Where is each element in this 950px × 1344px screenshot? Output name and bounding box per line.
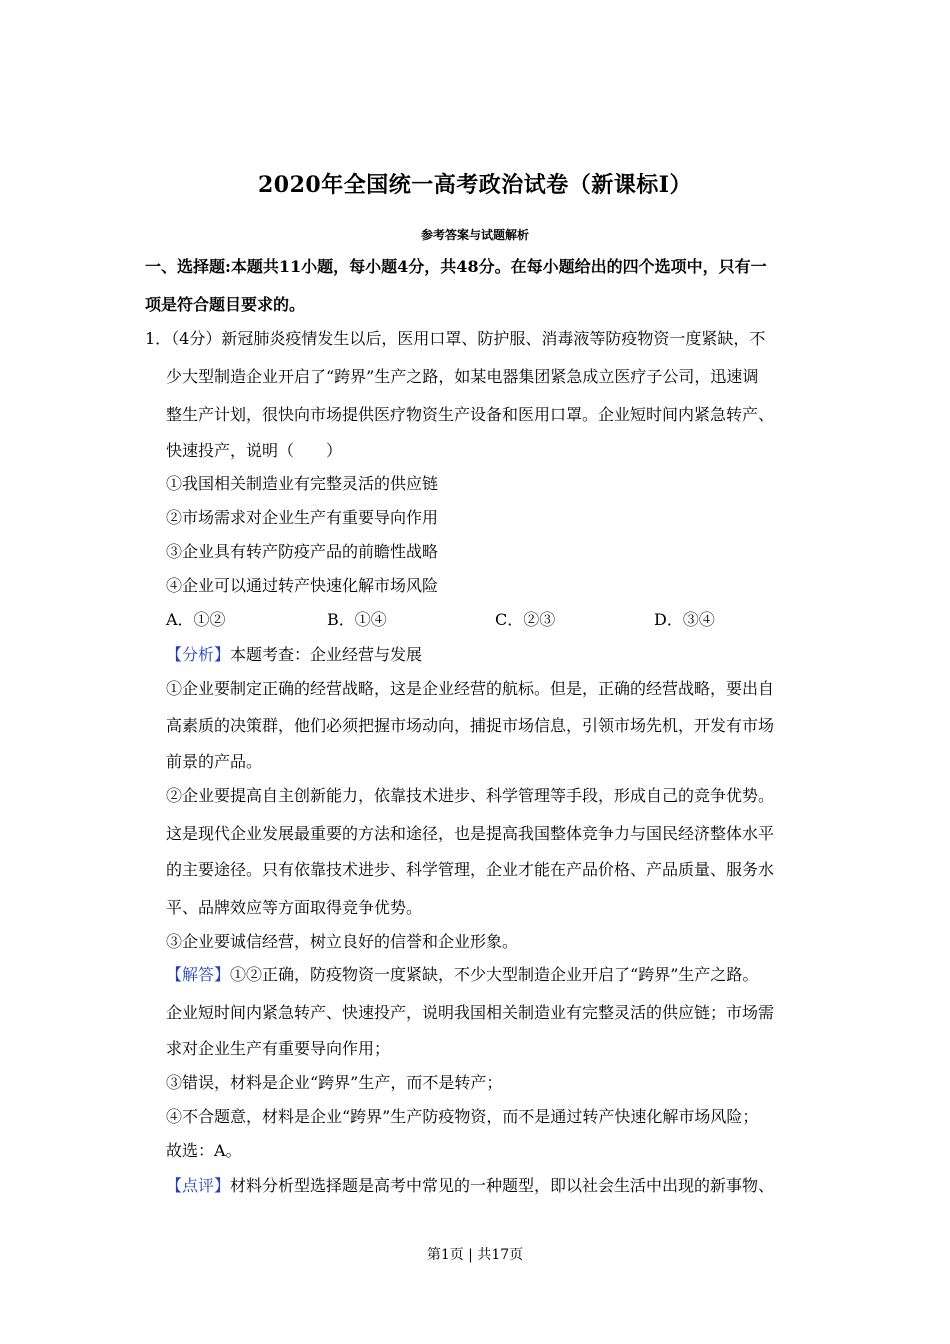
- analysis-line: 平、品牌效应等方面取得竞争优势。: [166, 898, 423, 917]
- answer-line: ④不合题意，材料是企业“跨界”生产防疫物资，而不是通过转产快速化解市场风险；: [166, 1107, 759, 1126]
- analysis-heading: [166, 642, 422, 665]
- section-heading-line-1: 一、选择题:本题共11小题，每小题4分，共48分。在每小题给出的四个选项中，只有一: [145, 257, 767, 276]
- document-title: 2020年全国统一高考政治试卷（新课标Ⅰ）: [257, 172, 693, 198]
- comment-heading: [166, 1173, 774, 1196]
- option-a: A．①②: [166, 610, 226, 629]
- answer-line: 企业短时间内紧急转产、快速投产，说明我国相关制造业有完整灵活的供应链；市场需: [166, 1003, 775, 1022]
- document-subtitle: 参考答案与试题解析: [420, 228, 529, 242]
- option-d: D．③④: [654, 610, 715, 629]
- answer-line: 求对企业生产有重要导向作用；: [166, 1039, 391, 1058]
- page-footer: 第1页 | 共17页: [426, 1247, 524, 1263]
- statement-item: ①我国相关制造业有完整灵活的供应链: [166, 474, 439, 493]
- analysis-tag: 【分析】: [166, 645, 231, 664]
- comment-first-line: 材料分析型选择题是高考中常见的一种题型，即以社会生活中出现的新事物、: [230, 1176, 775, 1195]
- analysis-line: ①企业要制定正确的经营战略，这是企业经营的航标。但是，正确的经营战略，要出自: [166, 679, 775, 698]
- question-stem-line: 整生产计划，很快向市场提供医疗物资生产设备和医用口罩。企业短时间内紧急转产、: [166, 405, 775, 424]
- answer-line: 故选：A。: [166, 1141, 242, 1160]
- analysis-line: 高素质的决策群，他们必须把握市场动向，捕捉市场信息，引领市场先机，开发有市场: [166, 716, 775, 735]
- statement-item: ④企业可以通过转产快速化解市场风险: [166, 576, 439, 595]
- analysis-line: 这是现代企业发展最重要的方法和途径，也是提高我国整体竞争力与国民经济整体水平: [166, 824, 775, 843]
- analysis-line: ②企业要提高自主创新能力，依靠技术进步、科学管理等手段，形成自己的竞争优势。: [166, 786, 775, 805]
- analysis-line: 前景的产品。: [166, 752, 263, 771]
- question-stem-line: 快速投产，说明（ ）: [166, 441, 343, 460]
- answer-first-line: ①②正确，防疫物资一度紧缺，不少大型制造企业开启了“跨界”生产之路。: [230, 965, 759, 984]
- answer-tag: 【解答】: [166, 965, 231, 984]
- section-heading-line-2: 项是符合题目要求的。: [145, 295, 306, 314]
- option-c: C．②③: [495, 610, 556, 629]
- answer-line: ③错误，材料是企业“跨界”生产，而不是转产；: [166, 1073, 503, 1092]
- analysis-first-line: 本题考查：企业经营与发展: [230, 645, 423, 664]
- answer-heading: [166, 962, 758, 985]
- question-stem-line: 少大型制造企业开启了“跨界”生产之路，如某电器集团紧急成立医疗子公司，迅速调: [166, 367, 759, 386]
- option-b: B．①④: [327, 610, 387, 629]
- statement-item: ②市场需求对企业生产有重要导向作用: [166, 508, 439, 527]
- comment-tag: 【点评】: [166, 1176, 231, 1195]
- analysis-line: ③企业要诚信经营，树立良好的信誉和企业形象。: [166, 932, 519, 951]
- question-stem-line: 1．（4分）新冠肺炎疫情发生以后，医用口罩、防护服、消毒液等防疫物资一度紧缺，不: [145, 329, 766, 348]
- analysis-line: 的主要途径。只有依靠技术进步、科学管理，企业才能在产品价格、产品质量、服务水: [166, 860, 775, 879]
- statement-item: ③企业具有转产防疫产品的前瞻性战略: [166, 542, 439, 561]
